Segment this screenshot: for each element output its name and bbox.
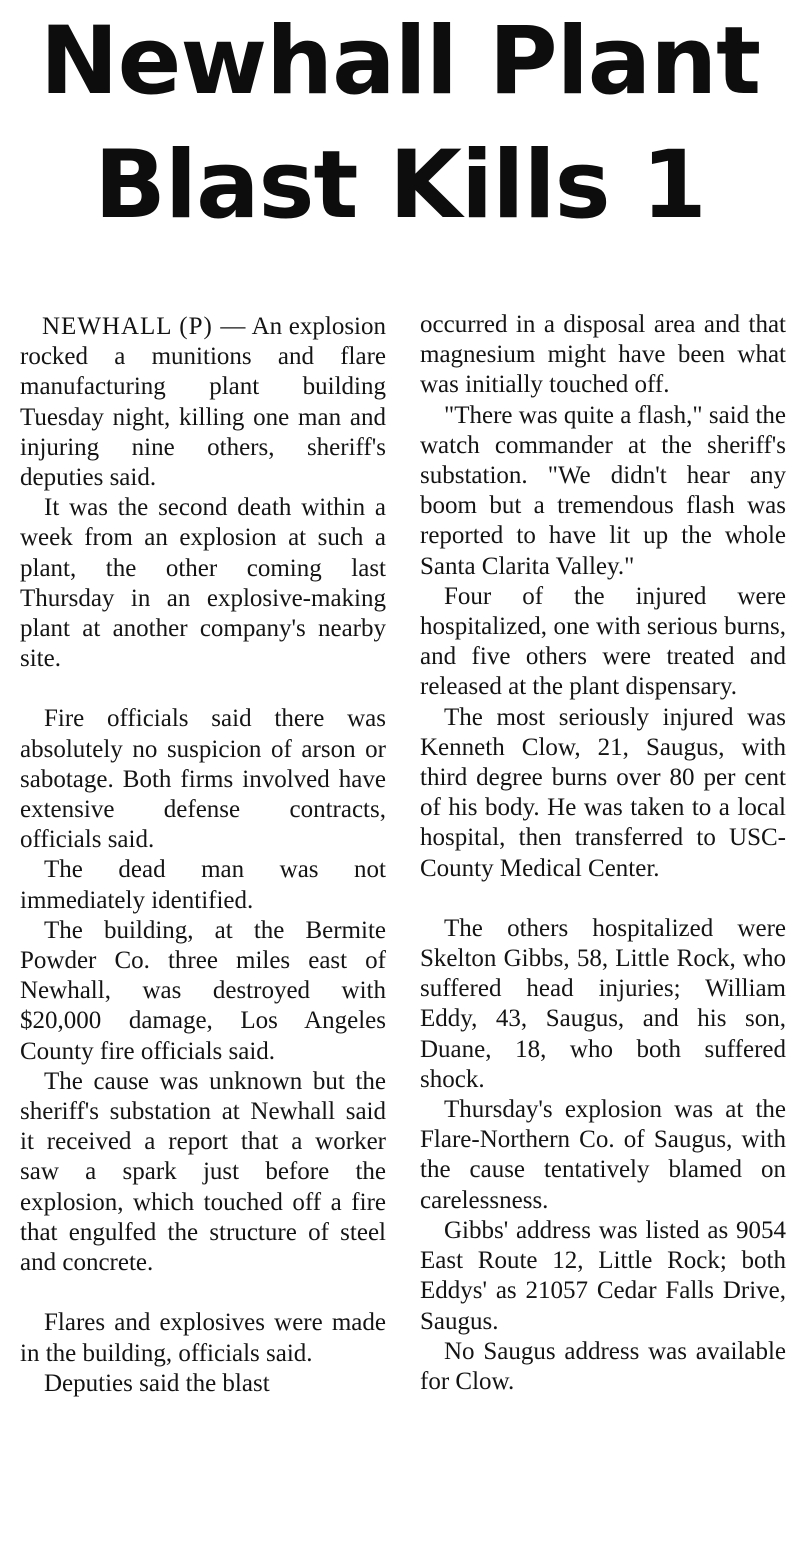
headline-line-1: Newhall Plant [39, 7, 761, 116]
article-paragraph: No Saugus address was available for Clow. [420, 1337, 786, 1395]
article-paragraph: The most seriously injured was Kenneth Clow, 21, Saugus, with third degree burns over 80 per cent of his body. He was taken to a local hospital, then transferred to USC-County Medical Center. [420, 703, 786, 882]
article-paragraph: Flares and explosives were made in the building, officials said. [20, 1309, 386, 1367]
headline-line-2: Blast Kills 1 [94, 131, 706, 240]
headline [0, 0, 800, 248]
article-column-left [20, 312, 386, 1399]
article-paragraph: Thursday's explosion was at the Flare-Northern Co. of Saugus, with the cause tentatively blamed on carelessness. [420, 1096, 786, 1214]
article-paragraph: The others hospitalized were Skelton Gibbs, 58, Little Rock, who suffered head injuries; William Eddy, 43, Saugus, and his son, Duane, 18, who both suffered shock. [420, 914, 786, 1093]
article-column-right [420, 310, 786, 1397]
article-paragraph-text: An explosion rocked a munitions and flare manufacturing plant building Tuesday night, killing one man and injuring nine others, sheriff's deputies said. [20, 313, 386, 492]
article-paragraph: Fire officials said there was absolutely no suspicion of arson or sabotage. Both firms involved have extensive defense contracts, officials said. [20, 705, 386, 854]
article-paragraph: Deputies said the blast [44, 1369, 270, 1397]
article-paragraph: Gibbs' address was listed as 9054 East Route 12, Little Rock; both Eddys' as 21057 Cedar Falls Drive, Saugus. [420, 1216, 786, 1335]
dateline: NEWHALL (P) — [42, 313, 247, 340]
article-paragraph: The dead man was not immediately identified. [20, 856, 386, 914]
article-paragraph: occurred in a disposal area and that magnesium might have been what was initially touched off. [420, 311, 786, 399]
article-paragraph: The building, at the Bermite Powder Co. three miles east of Newhall, was destroyed with $20,000 damage, Los Angeles County fire officials said. [20, 916, 386, 1065]
article-paragraph: "There was quite a flash," said the watch commander at the sheriff's substation. "We didn't hear any boom but a tremendous flash was reported to have lit up the whole Santa Clarita Valley." [420, 401, 786, 580]
article-paragraph: Four of the injured were hospitalized, one with serious burns, and five others were treated and released at the plant dispensary. [420, 582, 786, 701]
article-paragraph: It was the second death within a week from an explosion at such a plant, the other coming last Thursday in an explosive-making plant at another company's nearby site. [20, 494, 386, 673]
article-paragraph [20, 312, 386, 493]
article-paragraph: The cause was unknown but the sheriff's substation at Newhall said it received a report that a worker saw a spark just before the explosion, which touched off a fire that engulfed the structure of steel and concrete. [20, 1067, 386, 1277]
